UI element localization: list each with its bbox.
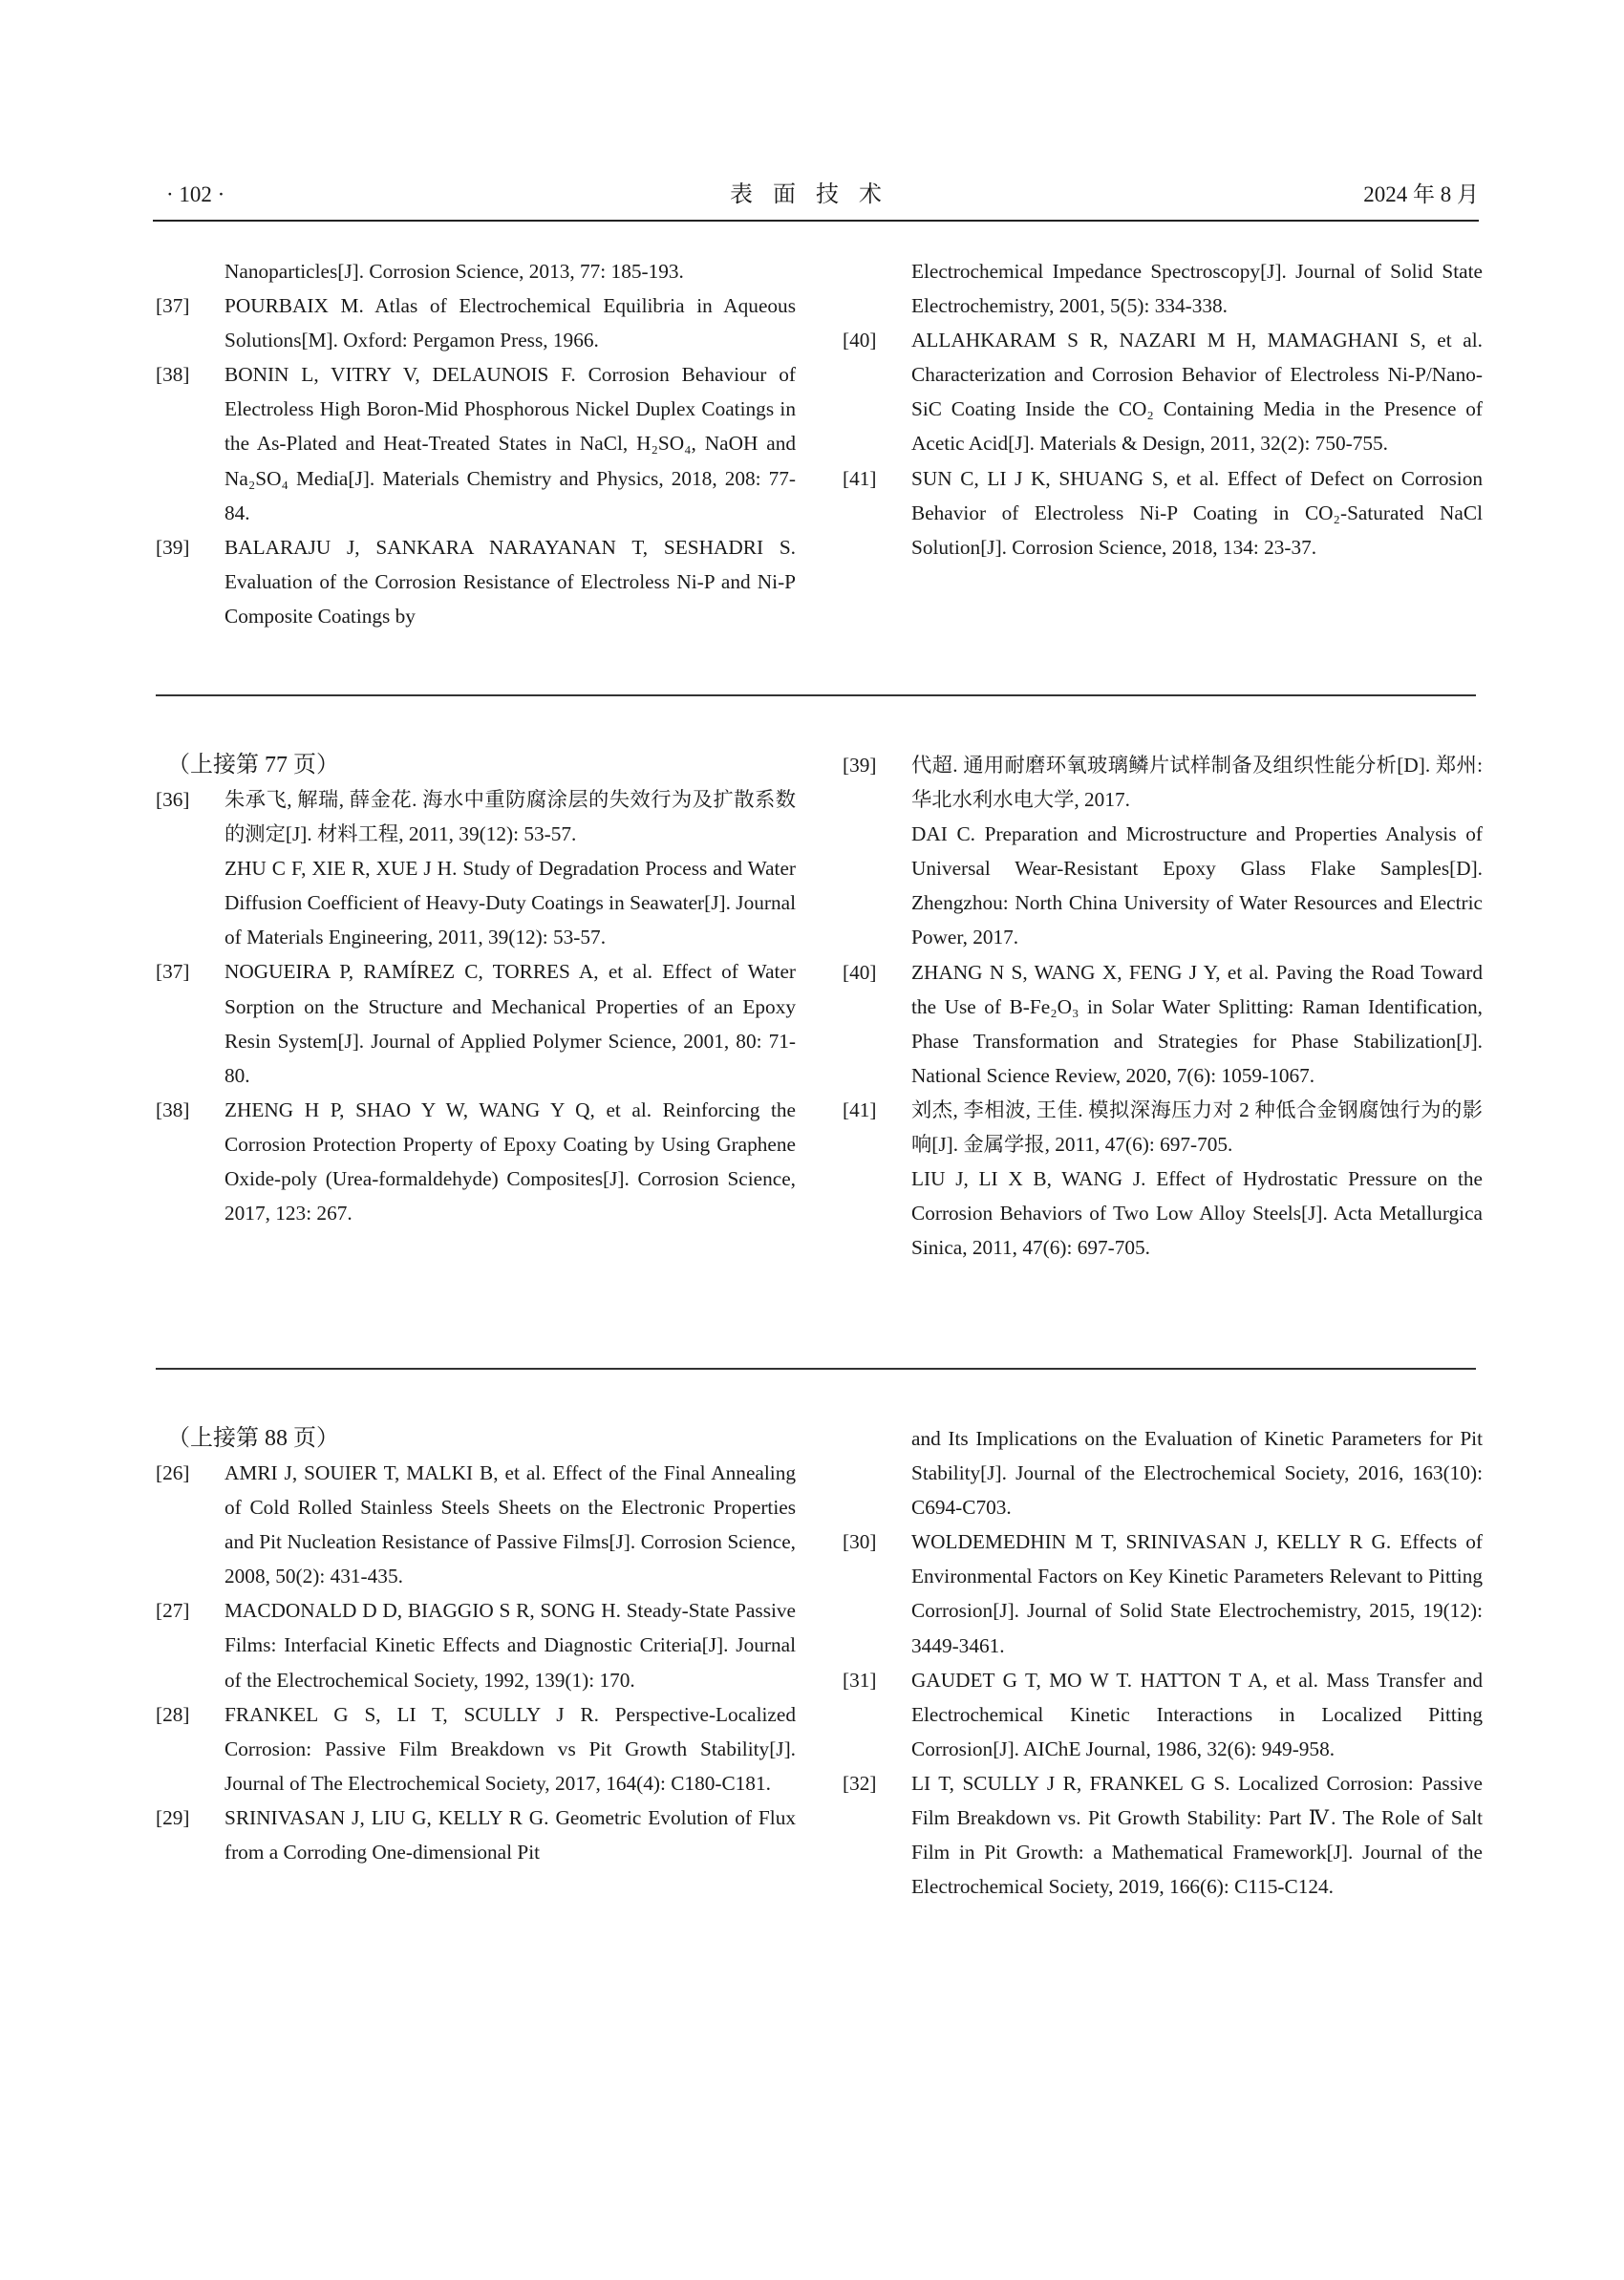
reference-text: BALARAJU J, SANKARA NARAYANAN T, SESHADRI S. Evaluation of the Corrosion Resistance of Electroless Ni-P and Ni-P Composite Coatings by — [224, 535, 796, 628]
reference-number: [41] — [843, 1097, 877, 1121]
reference-entry — [843, 1663, 1483, 1766]
reference-number: [31] — [843, 1668, 877, 1692]
reference-number: [27] — [156, 1599, 190, 1623]
left-column — [156, 748, 796, 1230]
reference-text: 朱承飞, 解瑞, 薛金花. 海水中重防腐涂层的失效行为及扩散系数的测定[J]. 材料工程, 2011, 39(12): 53-57. — [224, 788, 796, 846]
running-header — [153, 176, 1479, 214]
right-column — [843, 748, 1483, 1265]
reference-text: 代超. 通用耐磨环氧玻璃鳞片试样制备及组织性能分析[D]. 郑州: 华北水利水电大学, 2017. — [911, 754, 1483, 812]
continuation-note: （上接第 88 页） — [167, 1426, 339, 1451]
reference-entry — [156, 1697, 796, 1801]
reference-number: [40] — [843, 960, 877, 984]
reference-entry — [156, 1093, 796, 1230]
reference-text: ALLAHKARAM S R, NAZARI M H, MAMAGHANI S, et al. Characterization and Corrosion Behavior of Electroless Ni-P/Nano-SiC Coating Inside the CO₂ Containing Media in the Presence of Acetic Acid[J]. Materials & Design, 2011, 32(2): 750-755. — [911, 329, 1483, 456]
journal-title: 表面技术 — [730, 182, 902, 207]
left-column — [156, 1421, 796, 1869]
reference-text: LI T, SCULLY J R, FRANKEL G S. Localized Corrosion: Passive Film Breakdown vs. Pit Growth Stability: Part Ⅳ. The Role of Salt Film in Pit Growth: a Mathematical Framework[J]. Journal of the Electrochemical Society, 2019, 166(6): C115-C124. — [911, 1771, 1483, 1899]
reference-entry — [843, 1421, 1483, 1524]
reference-text: Electrochemical Impedance Spectroscopy[J]. Journal of Solid State Electrochemistry, 2001, 5(5): 334-338. — [911, 260, 1483, 318]
reference-number: [38] — [156, 363, 190, 387]
reference-entry — [843, 461, 1483, 565]
reference-entry — [843, 1766, 1483, 1904]
reference-number: [36] — [156, 788, 190, 811]
reference-text: MACDONALD D D, BIAGGIO S R, SONG H. Steady-State Passive Films: Interfacial Kinetic Effects and Diagnostic Criteria[J]. Journal of the Electrochemical Society, 1992, 139(1): 170. — [224, 1599, 796, 1692]
reference-number: [39] — [156, 535, 190, 559]
reference-text: ZHENG H P, SHAO Y W, WANG Y Q, et al. Reinforcing the Corrosion Protection Property of Epoxy Coating by Using Graphene Oxide-poly (Urea-formaldehyde) Composites[J]. Corrosion Science, 2017, 123: 267. — [224, 1097, 796, 1225]
page-number: · 102 · — [166, 182, 225, 206]
right-column — [843, 254, 1483, 565]
reference-entry — [156, 1801, 796, 1869]
reference-entry — [843, 1093, 1483, 1161]
reference-number: [41] — [843, 466, 877, 490]
reference-text: DAI C. Preparation and Microstructure and Properties Analysis of Universal Wear-Resistant Epoxy Glass Flake Samples[D]. Zhengzhou: North China University of Water Resources and Electric Power, 2017. — [911, 822, 1483, 949]
reference-text: AMRI J, SOUIER T, MALKI B, et al. Effect of the Final Annealing of Cold Rolled Stainless Steels Sheets on the Electronic Properties and Pit Nucleation Resistance of Passive Films[J]. Corrosion Science, 2008, 50(2): 431-435. — [224, 1461, 796, 1588]
section-divider — [156, 694, 1476, 696]
reference-entry — [843, 748, 1483, 817]
reference-entry — [843, 817, 1483, 954]
reference-text: Nanoparticles[J]. Corrosion Science, 2013, 77: 185-193. — [224, 260, 684, 283]
reference-entry — [156, 357, 796, 529]
reference-number: [37] — [156, 960, 190, 984]
reference-entry — [843, 1161, 1483, 1265]
reference-number: [30] — [843, 1530, 877, 1554]
reference-text: ZHU C F, XIE R, XUE J H. Study of Degradation Process and Water Diffusion Coefficient of Heavy-Duty Coatings in Seawater[J]. Journal of Materials Engineering, 2011, 39(12): 53-57. — [224, 857, 796, 949]
reference-entry — [843, 955, 1483, 1093]
reference-text: SRINIVASAN J, LIU G, KELLY R G. Geometric Evolution of Flux from a Corroding One-dimensional Pit — [224, 1805, 796, 1864]
reference-list — [156, 1456, 796, 1869]
reference-text: BONIN L, VITRY V, DELAUNOIS F. Corrosion Behaviour of Electroless High Boron-Mid Phosphorous Nickel Duplex Coatings in the As-Plated and Heat-Treated States in NaCl, H₂SO₄, NaOH and Na₂SO₄ Media[J]. Materials Chemistry and Physics, 2018, 208: 77-84. — [224, 363, 796, 524]
reference-entry — [156, 1593, 796, 1696]
reference-entry — [156, 288, 796, 357]
reference-entry — [156, 851, 796, 954]
continuation-note: （上接第 77 页） — [167, 753, 339, 778]
reference-list — [156, 782, 796, 1230]
reference-text: WOLDEMEDHIN M T, SRINIVASAN J, KELLY R G. Effects of Environmental Factors on Key Kinetic Parameters Relevant to Pitting Corrosion[J]. Journal of Solid State Electrochemistry, 2015, 19(12): 3449-3461. — [911, 1530, 1483, 1657]
reference-entry — [156, 254, 796, 288]
reference-text: ZHANG N S, WANG X, FENG J Y, et al. Paving the Road Toward the Use of B-Fe₂O₃ in Solar Water Splitting: Raman Identification, Phase Transformation and Strategies for Phase Stabilization[J]. National Science Review, 2020, 7(6): 1059-1067. — [911, 960, 1483, 1087]
reference-text: GAUDET G T, MO W T. HATTON T A, et al. Mass Transfer and Electrochemical Kinetic Interactions in Localized Pitting Corrosion[J]. AIChE Journal, 1986, 32(6): 949-958. — [911, 1668, 1483, 1760]
reference-entry — [843, 323, 1483, 460]
issue-date: 2024 年 8 月 — [1363, 182, 1479, 206]
reference-entry — [843, 254, 1483, 323]
left-column — [156, 254, 796, 633]
reference-text: SUN C, LI J K, SHUANG S, et al. Effect of Defect on Corrosion Behavior of Electroless Ni-P Coating in CO₂-Saturated NaCl Solution[J]. Corrosion Science, 2018, 134: 23-37. — [911, 466, 1483, 559]
section-divider — [156, 1368, 1476, 1370]
reference-text: NOGUEIRA P, RAMÍREZ C, TORRES A, et al. Effect of Water Sorption on the Structure and Mechanical Properties of an Epoxy Resin System[J]. Journal of Applied Polymer Science, 2001, 80: 71-80. — [224, 960, 796, 1087]
right-column — [843, 1421, 1483, 1904]
reference-text: LIU J, LI X B, WANG J. Effect of Hydrostatic Pressure on the Corrosion Behaviors of Two Low Alloy Steels[J]. Acta Metallurgica Sinica, 2011, 47(6): 697-705. — [911, 1167, 1483, 1260]
reference-number: [29] — [156, 1805, 190, 1829]
reference-number: [37] — [156, 294, 190, 318]
reference-number: [26] — [156, 1461, 190, 1484]
reference-text: FRANKEL G S, LI T, SCULLY J R. Perspective-Localized Corrosion: Passive Film Breakdown vs Pit Growth Stability[J]. Journal of The Electrochemical Society, 2017, 164(4): C180-C181. — [224, 1702, 796, 1795]
reference-text: POURBAIX M. Atlas of Electrochemical Equilibria in Aqueous Solutions[M]. Oxford: Pergamon Press, 1966. — [224, 294, 796, 352]
reference-entry — [156, 954, 796, 1092]
reference-entry — [156, 1456, 796, 1593]
reference-number: [40] — [843, 329, 877, 352]
reference-text: 刘杰, 李相波, 王佳. 模拟深海压力对 2 种低合金钢腐蚀行为的影响[J]. 金属学报, 2011, 47(6): 697-705. — [911, 1097, 1483, 1157]
reference-text: and Its Implications on the Evaluation of Kinetic Parameters for Pit Stability[J]. Journal of the Electrochemical Society, 2016, 163(10): C694-C703. — [911, 1427, 1483, 1520]
reference-entry — [156, 530, 796, 633]
reference-number: [28] — [156, 1702, 190, 1726]
reference-number: [32] — [843, 1771, 877, 1795]
header-rule — [153, 220, 1479, 222]
reference-number: [39] — [843, 754, 877, 777]
reference-entry — [843, 1524, 1483, 1662]
reference-entry — [156, 782, 796, 851]
reference-number: [38] — [156, 1097, 190, 1121]
